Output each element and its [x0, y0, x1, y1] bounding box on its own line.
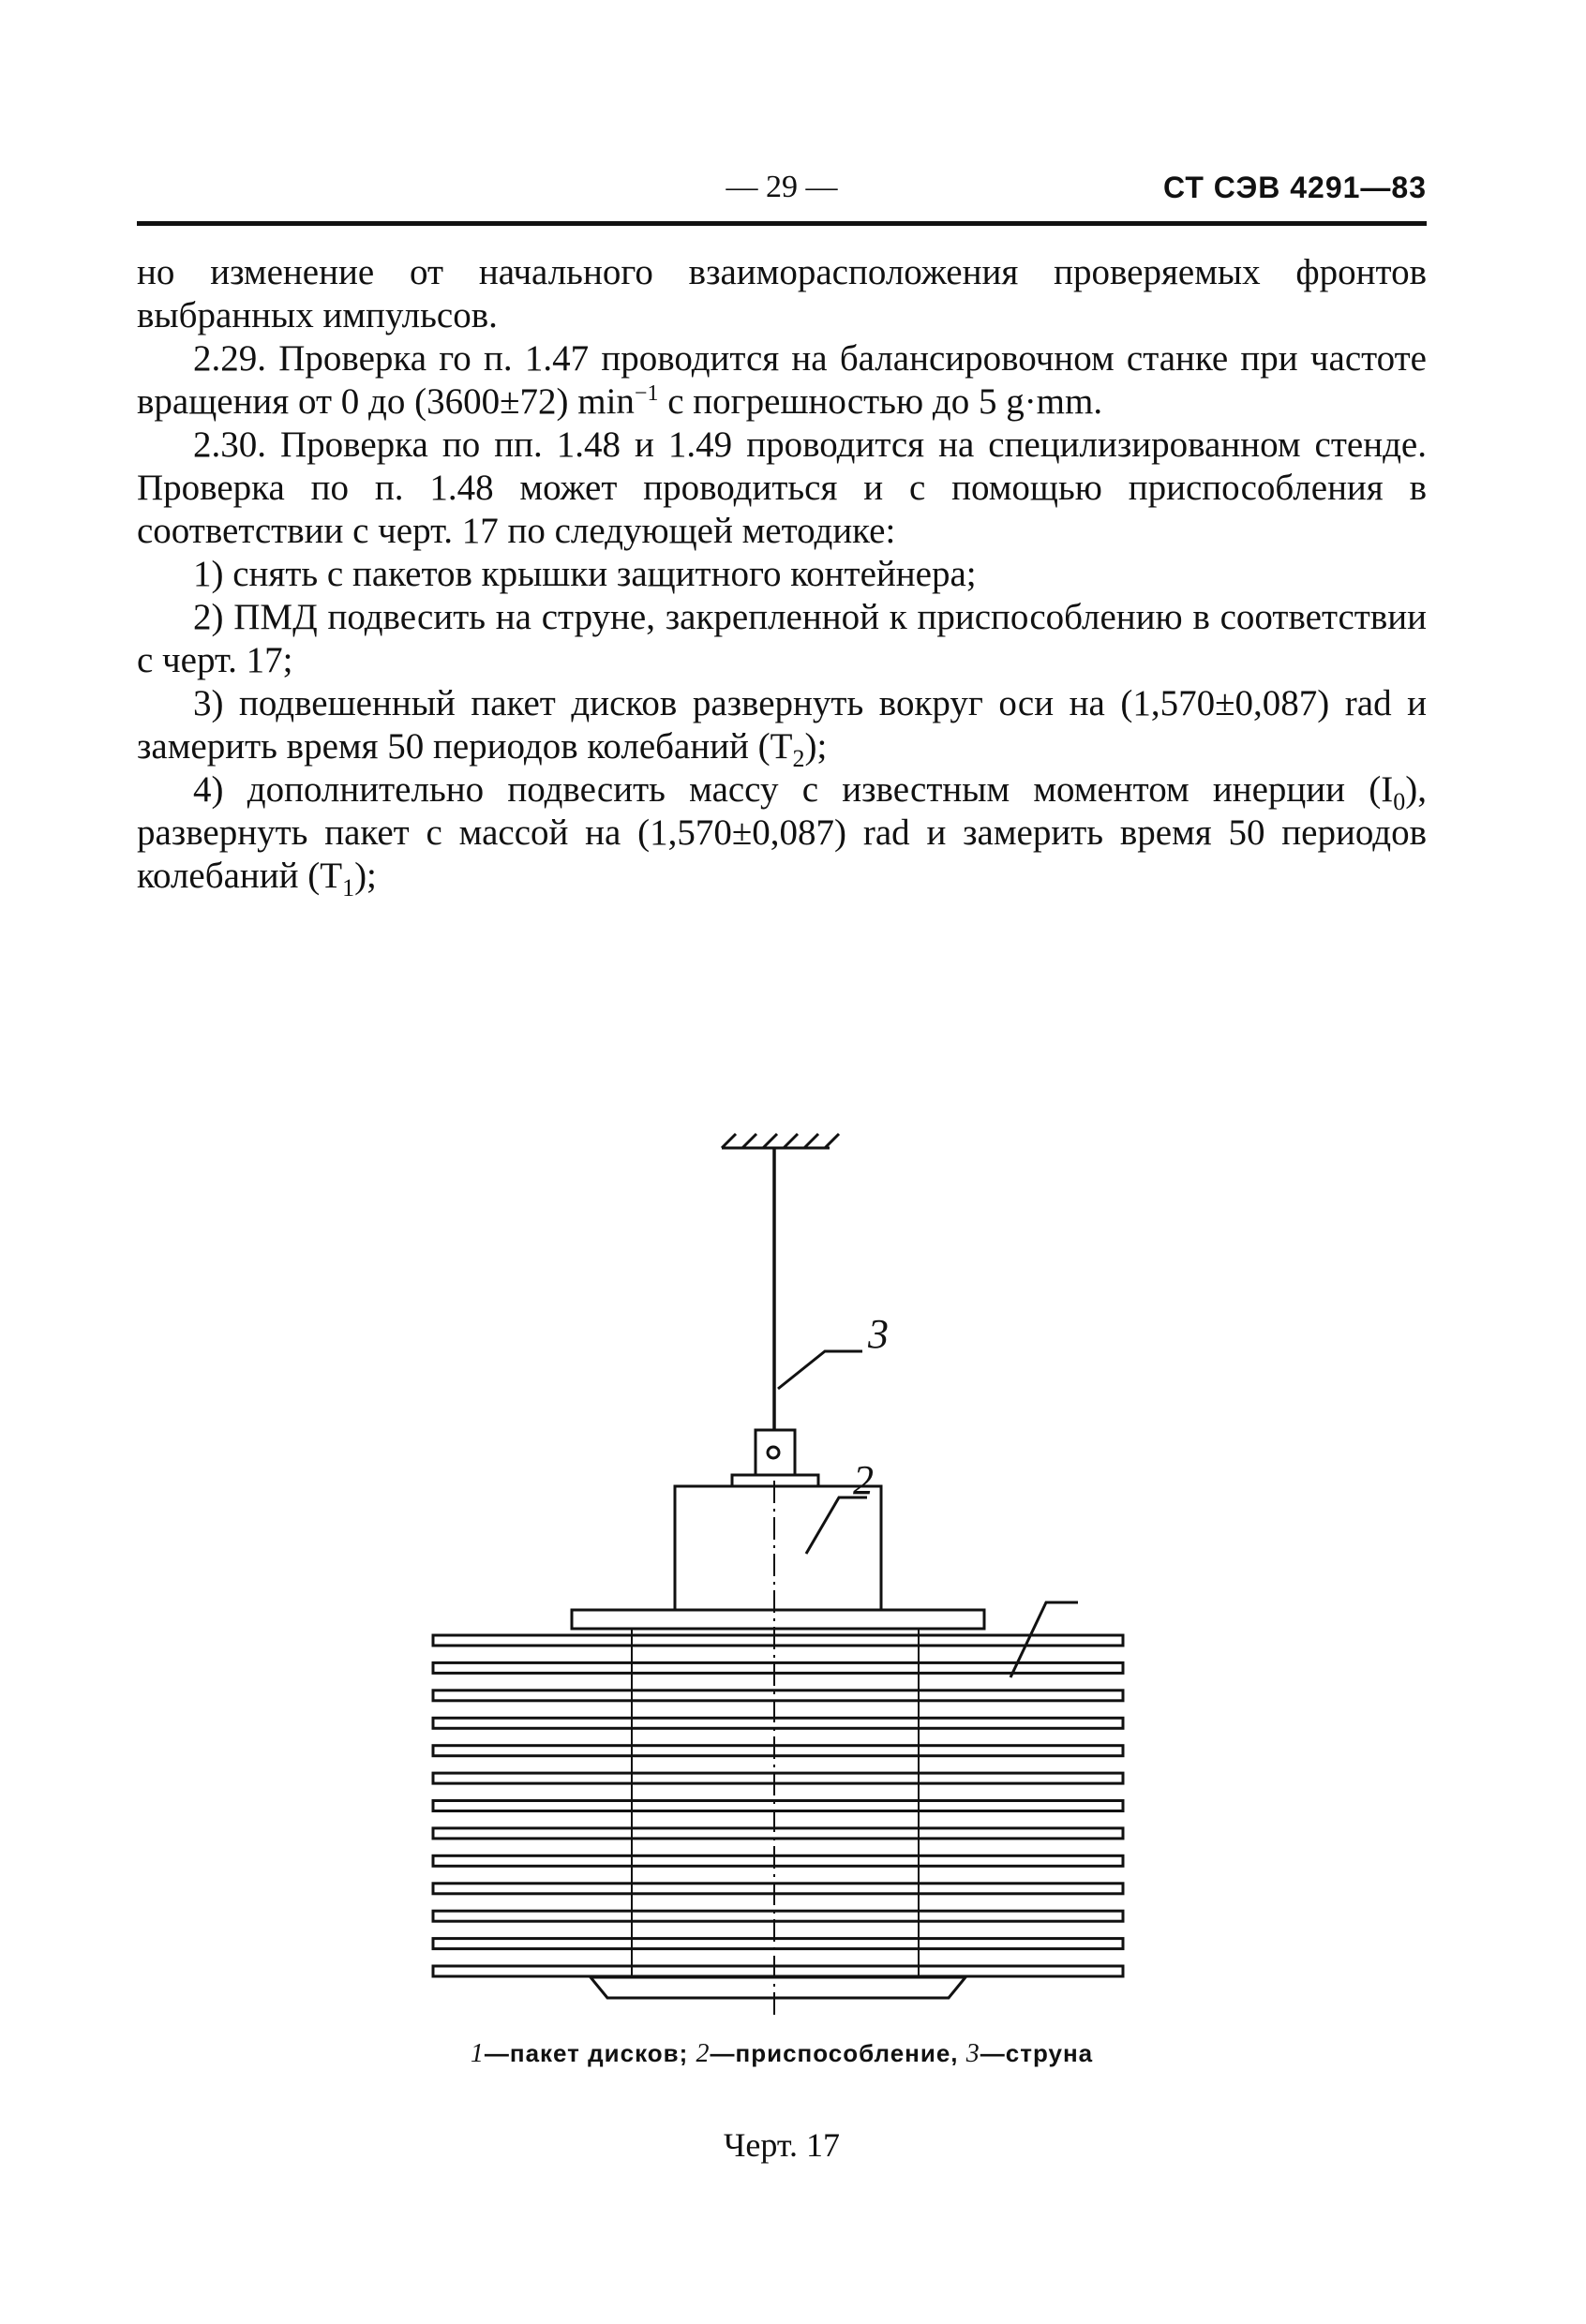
disk: [433, 1718, 1123, 1728]
item4-sub1: 0: [1393, 787, 1406, 815]
disk: [433, 1884, 1123, 1894]
figure-caption: [137, 2039, 1427, 2069]
disk-stack: [433, 1635, 1123, 1976]
disk: [433, 1746, 1123, 1756]
item4-text: 4) дополнительно подвесить массу с известным моментом инерции (I: [193, 769, 1394, 810]
figure-17: [412, 1106, 1162, 2043]
callout-2: 2: [853, 1457, 874, 1503]
body-text: [137, 251, 1427, 901]
caption-item-2-text: —приспособление,: [710, 2039, 966, 2067]
list-item-4: [137, 768, 1427, 901]
item3-tail: );: [804, 726, 828, 767]
caption-item-1-text: —пакет дисков;: [484, 2039, 696, 2067]
page-number: — 29 —: [726, 170, 838, 204]
list-item-1: 1) снять с пакетов крышки защитного контейнера;: [193, 554, 977, 594]
ceiling-hatching: [722, 1134, 839, 1148]
caption-item-1-num: 1: [470, 2039, 485, 2068]
item3-text: 3) подвешенный пакет дисков развернуть вокруг оси на (1,570±0,087) rad и замерить время 50 периодов колебаний (T: [137, 683, 1427, 767]
disk: [433, 1635, 1123, 1646]
caption-item-2-num: 2: [696, 2039, 711, 2068]
paragraph-2-29: [137, 337, 1427, 424]
paragraph-continuation: но изменение от начального взаиморасположения проверяемых фронтов выбранных импульсов.: [137, 252, 1427, 335]
caption-item-3-text: —струна: [980, 2039, 1094, 2067]
caption-item-3-num: 3: [965, 2039, 980, 2068]
item4-sub2: 1: [342, 873, 355, 901]
clamp-pin: [768, 1447, 779, 1458]
callout-1-leader: [1010, 1602, 1078, 1677]
clamp-head: [756, 1430, 795, 1475]
disk: [433, 1966, 1123, 1976]
disk: [433, 1662, 1123, 1673]
figure-title: Черт. 17: [724, 2126, 840, 2164]
item3-sub: 2: [792, 744, 805, 772]
figure-drawing: [412, 1106, 1162, 2043]
fixture-body: [675, 1486, 881, 1610]
paragraph-2-30: 2.30. Проверка по пп. 1.48 и 1.49 проводится на специлизированном стенде. Проверка по п. 1.48 может проводиться и с помощью приспособления в соответствии с черт. 17 по следующей методике:: [137, 425, 1427, 551]
disk: [433, 1855, 1123, 1866]
p229-sup: −1: [634, 381, 659, 406]
disk: [433, 1939, 1123, 1949]
fixture-plate: [572, 1610, 984, 1629]
disk: [433, 1828, 1123, 1839]
callout-3: 3: [868, 1311, 889, 1357]
disk: [433, 1911, 1123, 1921]
list-item-2: 2) ПМД подвесить на струне, закрепленной к приспособлению в соответствии с черт. 17;: [137, 597, 1427, 680]
item4-mid: ), развернуть пакет с массой на (1,570±0,087) rad и замерить время 50 периодов колебаний (T: [137, 769, 1427, 896]
callout-3-leader: [778, 1351, 862, 1389]
disk: [433, 1801, 1123, 1811]
disk: [433, 1691, 1123, 1701]
p229-text: 2.29. Проверка го п. 1.47 проводится на балансировочном станке при частоте вращения от 0 до (3600±72) min: [137, 338, 1427, 422]
header-rule: [137, 221, 1427, 226]
p229-tail: с погрешностью до 5 g·mm.: [658, 381, 1103, 422]
page-header: [137, 167, 1427, 223]
standard-code: СТ СЭВ 4291—83: [1163, 171, 1427, 204]
item4-tail: );: [354, 856, 377, 896]
disk: [433, 1773, 1123, 1783]
list-item-3: [137, 682, 1427, 772]
stack-bottom-cap: [591, 1977, 965, 1998]
callout-2-leader: [806, 1497, 867, 1554]
